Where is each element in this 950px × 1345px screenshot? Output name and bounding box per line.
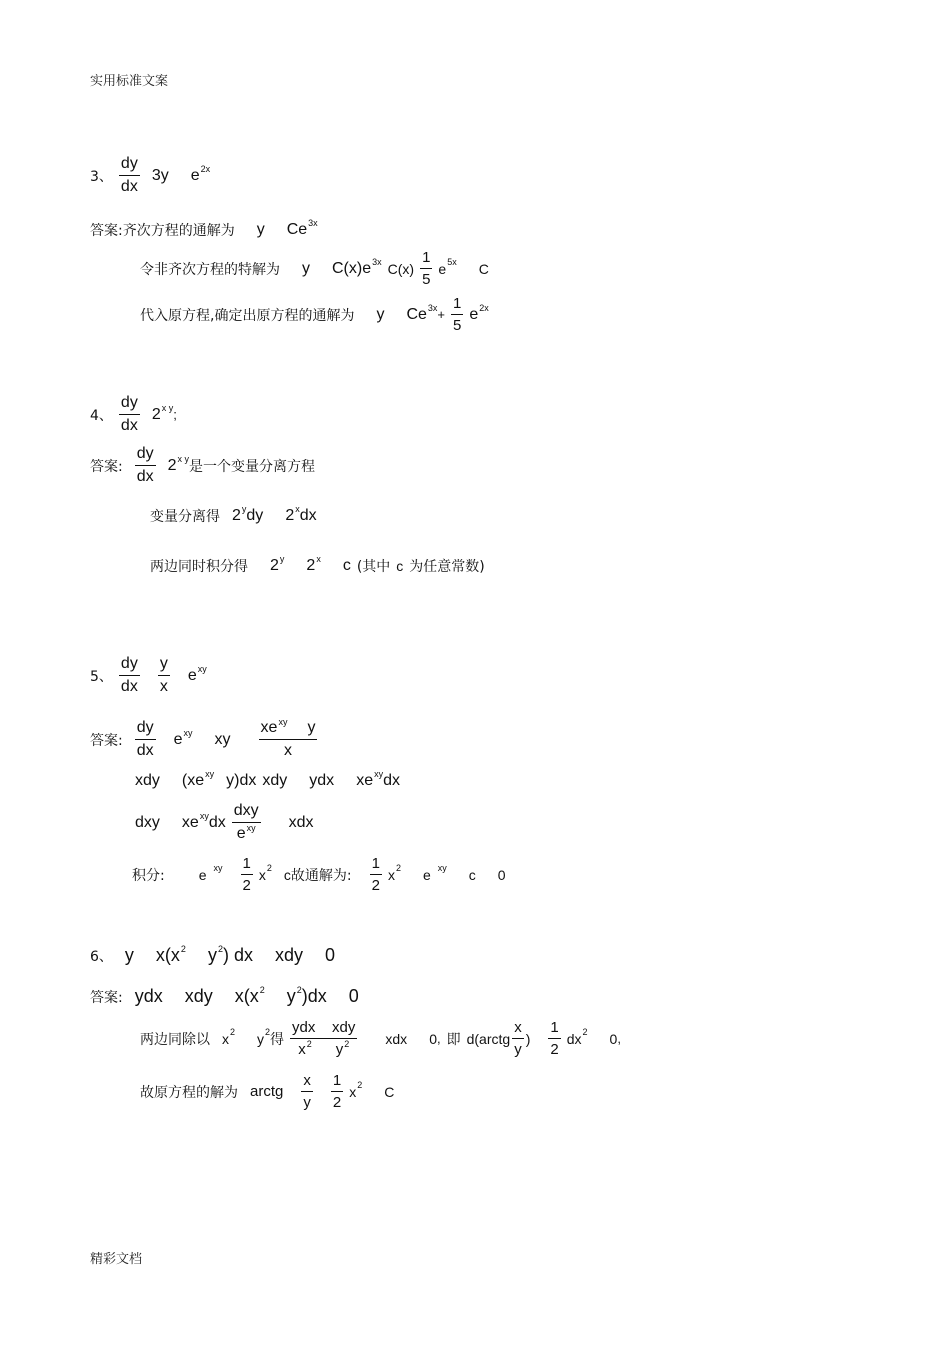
problem-4-answer-line-3: 两边同时积分得 2 $^y$ 2 $^x$ c (其中 c 为任意常数) bbox=[150, 554, 485, 575]
problem-5-answer-line-3: dxy xe $^{xy}$ dx $\frac{\text{dxy}}{e^{xy}}$ xdx bbox=[135, 802, 314, 842]
fraction: $\frac{x}{y}$ bbox=[303, 1072, 311, 1111]
problem-3-answer-line-2: 令非齐次方程的特解为 y C(x)e $^{3x}$ C(x) $\frac{1}{5}$ e $^{5x}$ C bbox=[140, 249, 489, 288]
problem-6-answer-line-2: 两边同除以 x $^2$ y $^2$ 得 $\frac{\text{ydx xdy}}{x^2 y^2}$ xdx 0 , 即 d(arctg $\frac{x}{y}$ ) $\frac{1}{2}$ dx $^2$ 0 , bbox=[140, 1019, 621, 1058]
fraction: $\frac{xe^{xy} y}{x}$ bbox=[260, 717, 316, 759]
problem-5-answer-line-2: xdy (xe $^{xy}$ y)dx xdy ydx xe $^{xy}$ dx bbox=[135, 769, 400, 789]
fraction: $\frac{1}{2}$ bbox=[242, 855, 251, 894]
answer-label: 答案: bbox=[90, 223, 123, 239]
problem-number: 3、 bbox=[90, 168, 113, 185]
fraction: $\frac{1}{2}$ bbox=[371, 855, 380, 894]
fraction: $\frac{1}{5}$ bbox=[453, 295, 462, 334]
problem-number: 6、 bbox=[90, 948, 113, 965]
problem-6-answer-line-3: 故原方程的解为 arctg $\frac{x}{y}$ $\frac{1}{2}$ x $^2$ C bbox=[140, 1072, 395, 1111]
answer-label: 答案: bbox=[90, 732, 123, 749]
fraction: $\frac{1}{2}$ bbox=[550, 1019, 559, 1058]
fraction: $\frac{1}{2}$ bbox=[332, 1072, 342, 1111]
problem-5-answer-line-1: 答案: $\frac{dy}{dx}$ e $^{xy}$ xy $\frac{xe^{xy} y}{x}$ bbox=[90, 717, 316, 759]
answer-label: 答案: bbox=[90, 989, 123, 1006]
page-footer: 精彩文档 bbox=[90, 1252, 143, 1267]
problem-5-question: 5、 $\frac{dy}{dx}$ $\frac{y}{x}$ e $^{xy}$ bbox=[90, 655, 207, 695]
fraction: $\frac{dy}{dx}$ bbox=[120, 394, 138, 434]
problem-4-answer-line-2: 变量分离得 2 $^y$ dy 2 $^x$ dx bbox=[150, 504, 317, 525]
fraction: $\frac{\text{ydx xdy}}{x^2 y^2}$ bbox=[292, 1019, 356, 1058]
problem-3-question: 3、 $\frac{dy}{dx}$ 3y e $^{2x}$ bbox=[90, 155, 211, 195]
problem-3-answer-line-3: 代入原方程,确定出原方程的通解为 y Ce $^{3x}$ + $\frac{1}{5}$ e $^{2x}$ bbox=[140, 295, 489, 334]
fraction: $\frac{dy}{dx}$ bbox=[136, 445, 154, 485]
fraction: $\frac{dy}{dx}$ bbox=[120, 655, 138, 695]
fraction: $\frac{\text{dxy}}{e^{xy}}$ bbox=[233, 802, 259, 842]
fraction: $\frac{dy}{dx}$ bbox=[120, 155, 138, 195]
fraction: $\frac{x}{y}$ bbox=[514, 1019, 522, 1058]
page-header: 实用标准文案 bbox=[90, 74, 169, 89]
problem-3-answer-line-1: 答案: 齐次方程的通解为 y Ce $^{3x}$ bbox=[90, 218, 318, 239]
problem-4-answer-line-1: 答案: $\frac{dy}{dx}$ 2 $^{x y}$ 是一个变量分离方程 bbox=[90, 445, 316, 485]
problem-number: 5、 bbox=[90, 668, 113, 685]
problem-5-answer-line-4: 积分: e $^{xy}$ $\frac{1}{2}$ x $^2$ c 故通解为: $\frac{1}{2}$ x $^2$ e $^{xy}$ c 0 bbox=[132, 855, 506, 894]
fraction: $\frac{1}{5}$ bbox=[422, 249, 431, 288]
fraction: $\frac{y}{x}$ bbox=[159, 655, 168, 695]
fraction: $\frac{dy}{dx}$ bbox=[136, 719, 154, 759]
problem-6-question: 6、 y x(x $^2$ y $^2$ ) dx xdy 0 bbox=[90, 943, 335, 965]
problem-number: 4、 bbox=[90, 407, 113, 424]
answer-label: 答案: bbox=[90, 458, 123, 475]
problem-6-answer-line-1: 答案: ydx xdy x(x $^2$ y $^2$ )dx 0 bbox=[90, 984, 359, 1006]
problem-4-question: 4、 $\frac{dy}{dx}$ 2 $^{x y}$ ; bbox=[90, 394, 177, 434]
